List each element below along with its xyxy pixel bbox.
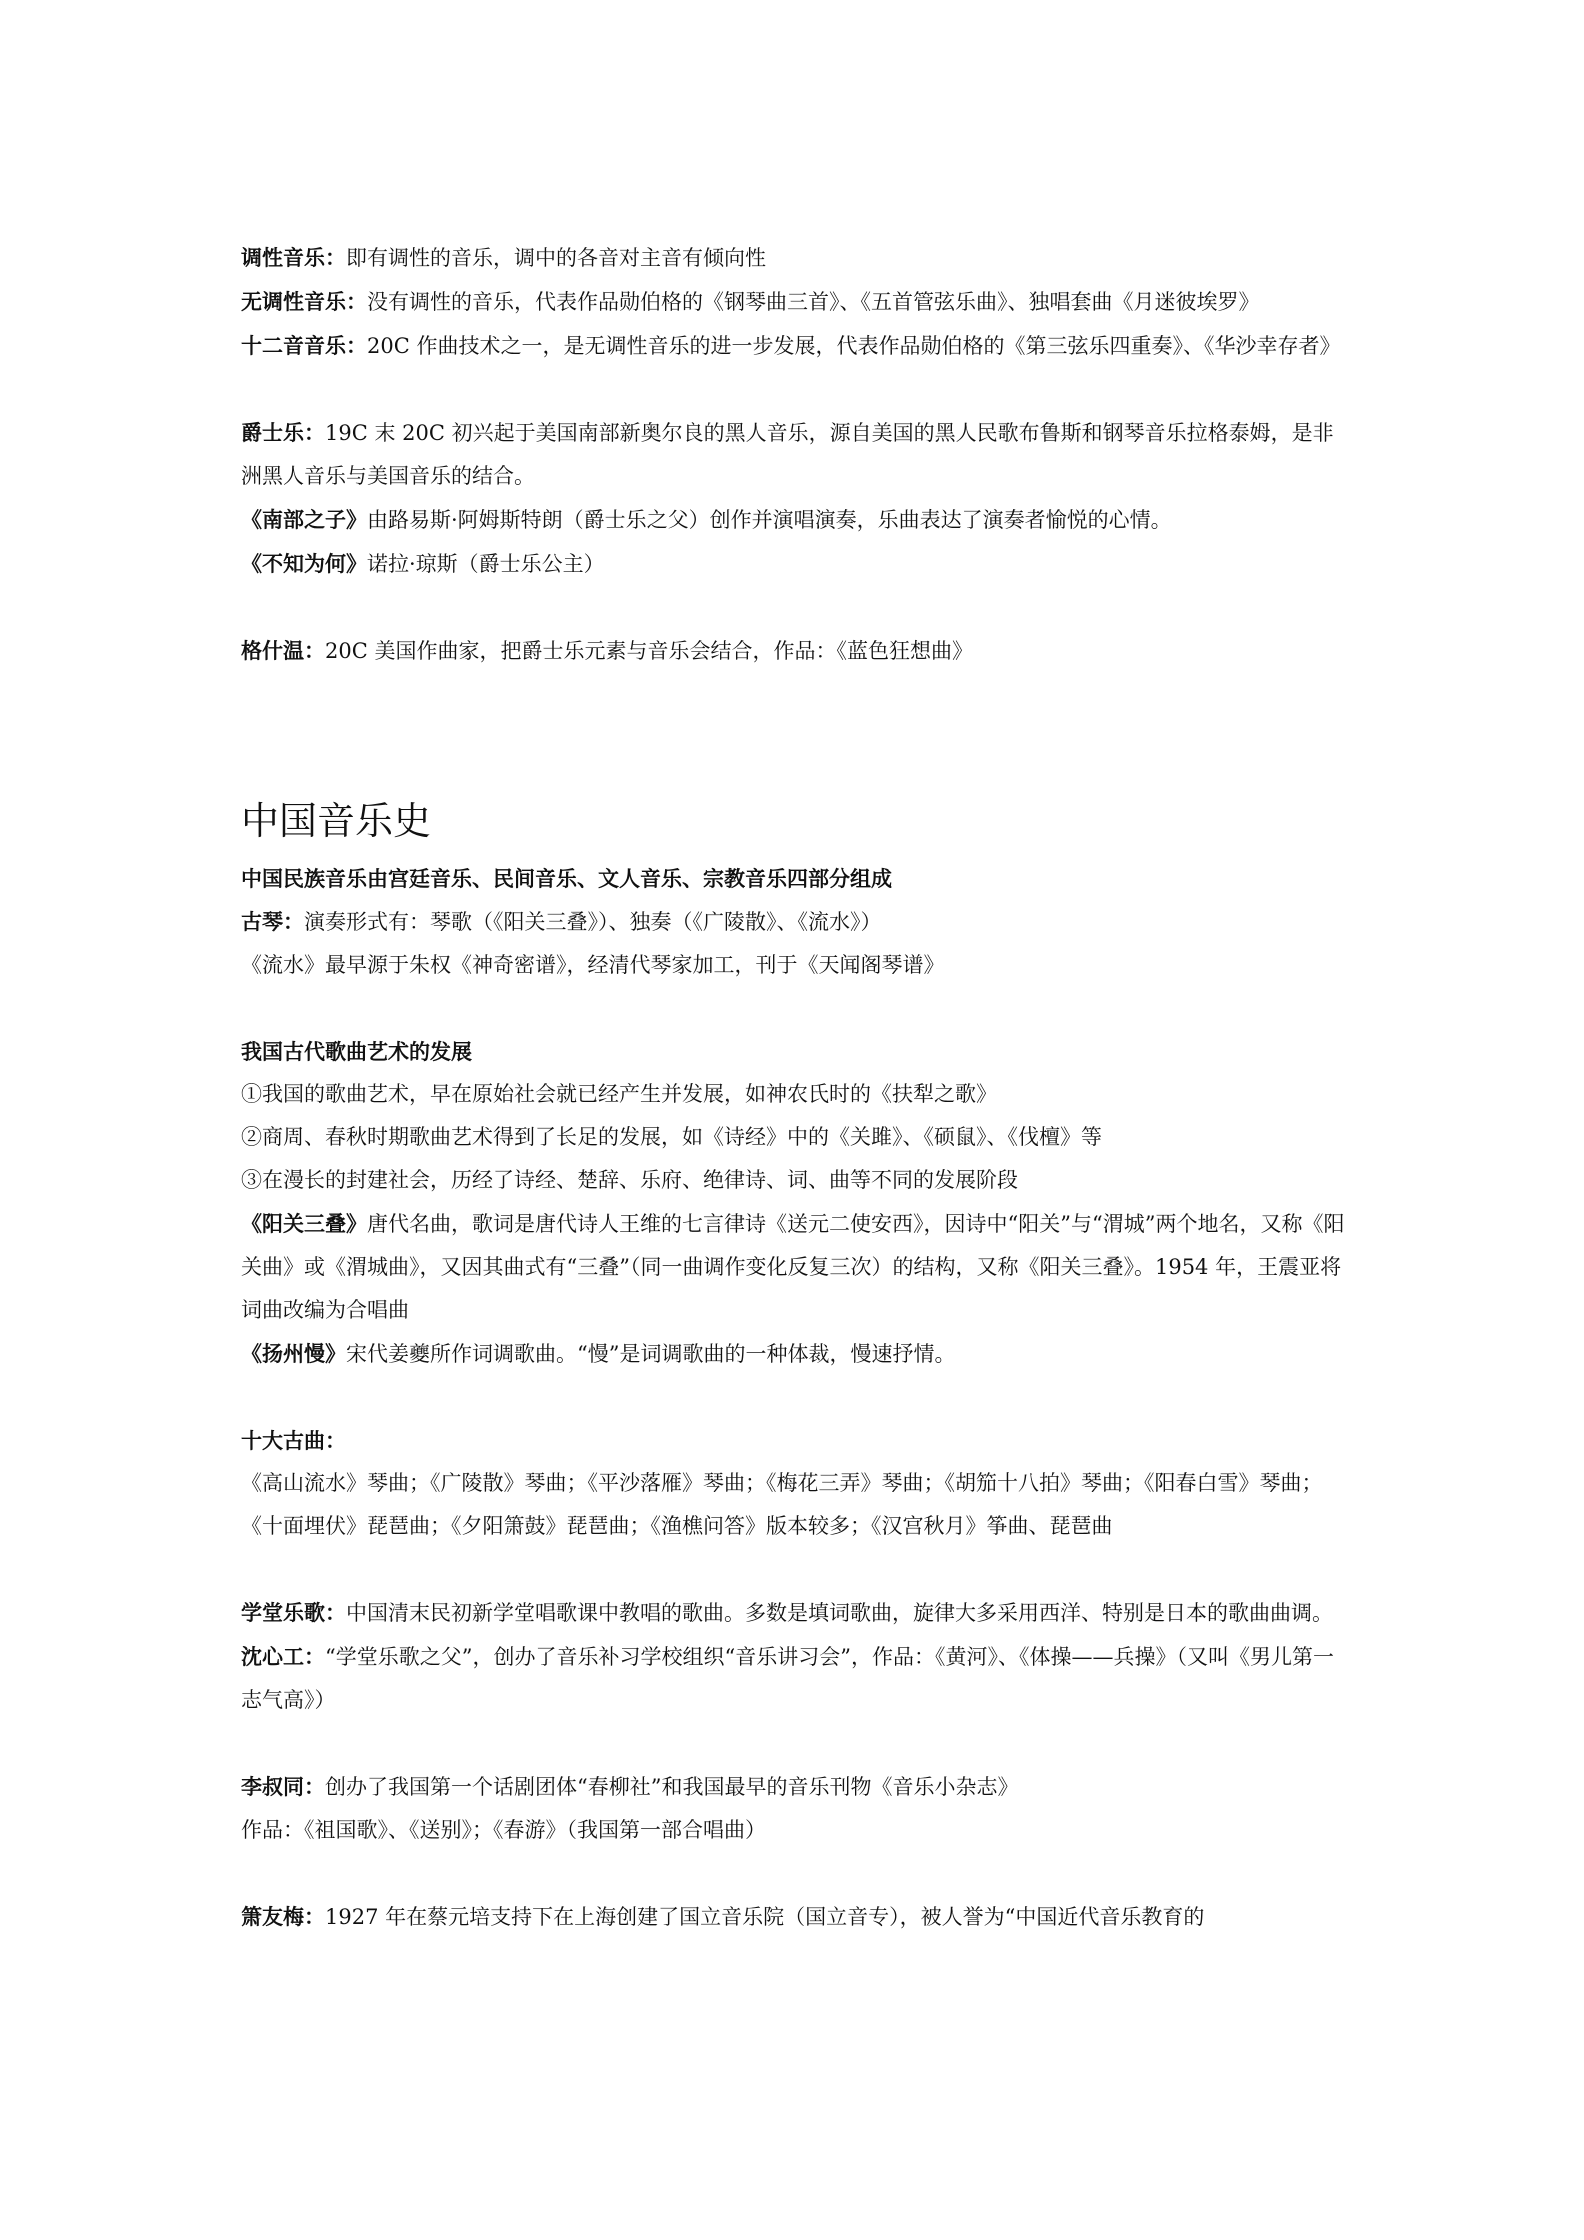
definition-south-son: 由路易斯·阿姆斯特朗（爵士乐之父）创作并演唱演奏，乐曲表达了演奏者愉悦的心情。 bbox=[367, 508, 1172, 532]
definition-dont-know-why: 诺拉·琼斯（爵士乐公主） bbox=[367, 552, 605, 576]
term-gershwin: 格什温： bbox=[241, 638, 325, 663]
paragraph-shen-xingong bbox=[241, 1635, 1351, 1722]
paragraph-ten-classics: 《高山流水》琴曲；《广陵散》琴曲；《平沙落雁》琴曲；《梅花三弄》琴曲；《胡笳十八拍》琴曲；《阳春白雪》琴曲；《十面埋伏》琵琶曲；《夕阳箫鼓》琵琶曲；《渔樵问答》版本较多；《汉宫秋月》筝曲、琵琶曲 bbox=[241, 1471, 1323, 1538]
paragraph-school-song bbox=[241, 1591, 1351, 1635]
paragraph-yangguan bbox=[241, 1202, 1351, 1332]
term-atonal-music: 无调性音乐： bbox=[241, 289, 367, 314]
definition-guqin: 演奏形式有：琴歌（《阳关三叠》）、独奏（《广陵散》、《流水》） bbox=[304, 910, 882, 934]
spacer bbox=[241, 673, 1351, 791]
paragraph-south-son bbox=[241, 498, 1351, 542]
paragraph-tonal-music bbox=[241, 236, 1351, 280]
definition-twelve-tone-music: 20C 作曲技术之一，是无调性音乐的进一步发展，代表作品勋伯格的《第三弦乐四重奏》、《华沙幸存者》 bbox=[367, 334, 1341, 358]
paragraph-gershwin bbox=[241, 629, 1351, 673]
paragraph-guqin bbox=[241, 900, 1351, 944]
term-tonal-music: 调性音乐： bbox=[241, 245, 346, 270]
term-yangzhou: 《扬州慢》 bbox=[241, 1341, 346, 1366]
list-item-song-development: ②商周、春秋时期歌曲艺术得到了长足的发展，如《诗经》中的《关雎》、《硕鼠》、《伐檀》等 bbox=[241, 1125, 1102, 1149]
spacer bbox=[241, 1852, 1351, 1895]
term-guqin: 古琴： bbox=[241, 909, 304, 934]
spacer bbox=[241, 1548, 1351, 1591]
definition-yangguan: 唐代名曲，歌词是唐代诗人王维的七言律诗《送元二使安西》，因诗中“阳关”与“渭城”两个地名，又称《阳关曲》或《渭城曲》，又因其曲式有“三叠”（同一曲调作变化反复三次）的结构，又称《阳关三叠》。1954 年，王震亚将词曲改编为合唱曲 bbox=[241, 1212, 1345, 1322]
term-li-shutong: 李叔同： bbox=[241, 1774, 325, 1799]
paragraph-composition: 中国民族音乐由宫廷音乐、民间音乐、文人音乐、宗教音乐四部分组成 bbox=[241, 866, 892, 891]
paragraph-li-shutong bbox=[241, 1765, 1351, 1809]
spacer bbox=[241, 987, 1351, 1030]
term-south-son: 《南部之子》 bbox=[241, 507, 367, 532]
paragraph-dont-know-why bbox=[241, 542, 1351, 586]
paragraph-jazz bbox=[241, 411, 1351, 498]
paragraph-liushui: 《流水》最早源于朱权《神奇密谱》，经清代琴家加工，刊于《天闻阁琴谱》 bbox=[241, 953, 945, 977]
subheading-ten-classics: 十大古曲： bbox=[241, 1428, 346, 1453]
definition-gershwin: 20C 美国作曲家，把爵士乐元素与音乐会结合，作品：《蓝色狂想曲》 bbox=[325, 639, 973, 663]
spacer bbox=[241, 1722, 1351, 1765]
definition-tonal-music: 即有调性的音乐，调中的各音对主音有倾向性 bbox=[346, 246, 766, 270]
list-item-song-development: ①我国的歌曲艺术，早在原始社会就已经产生并发展，如神农氏时的《扶犁之歌》 bbox=[241, 1082, 997, 1106]
definition-jazz: 19C 末 20C 初兴起于美国南部新奥尔良的黑人音乐，源自美国的黑人民歌布鲁斯和钢琴音乐拉格泰姆，是非洲黑人音乐与美国音乐的结合。 bbox=[241, 421, 1334, 488]
term-shen-xingong: 沈心工： bbox=[241, 1644, 325, 1669]
term-twelve-tone-music: 十二音音乐： bbox=[241, 333, 367, 358]
definition-yangzhou: 宋代姜夔所作词调歌曲。“慢”是词调歌曲的一种体裁，慢速抒情。 bbox=[346, 1342, 956, 1366]
list-item-song-development: ③在漫长的封建社会，历经了诗经、楚辞、乐府、绝律诗、词、曲等不同的发展阶段 bbox=[241, 1168, 1018, 1192]
paragraph-atonal-music bbox=[241, 280, 1351, 324]
term-school-song: 学堂乐歌： bbox=[241, 1600, 346, 1625]
spacer bbox=[241, 368, 1351, 411]
definition-school-song: 中国清末民初新学堂唱歌课中教唱的歌曲。多数是填词歌曲，旋律大多采用西洋、特别是日本的歌曲曲调。 bbox=[346, 1601, 1333, 1625]
subheading-song-development: 我国古代歌曲艺术的发展 bbox=[241, 1039, 472, 1064]
paragraph-li-shutong-works: 作品：《祖国歌》、《送别》；《春游》（我国第一部合唱曲） bbox=[241, 1818, 766, 1842]
definition-atonal-music: 没有调性的音乐，代表作品勋伯格的《钢琴曲三首》、《五首管弦乐曲》、独唱套曲《月迷彼埃罗》 bbox=[367, 290, 1260, 314]
spacer bbox=[241, 586, 1351, 629]
section-heading-chinese-music-history: 中国音乐史 bbox=[241, 799, 432, 843]
definition-li-shutong: 创办了我国第一个话剧团体“春柳社”和我国最早的音乐刊物《音乐小杂志》 bbox=[325, 1775, 1019, 1799]
term-jazz: 爵士乐： bbox=[241, 420, 325, 445]
term-yangguan: 《阳关三叠》 bbox=[241, 1211, 367, 1236]
term-xiao-youmei: 箫友梅： bbox=[241, 1904, 325, 1929]
paragraph-xiao-youmei bbox=[241, 1895, 1351, 1939]
term-dont-know-why: 《不知为何》 bbox=[241, 551, 367, 576]
spacer bbox=[241, 1376, 1351, 1419]
page-content bbox=[241, 236, 1351, 1939]
paragraph-yangzhou bbox=[241, 1332, 1351, 1376]
definition-xiao-youmei: 1927 年在蔡元培支持下在上海创建了国立音乐院（国立音专），被人誉为“中国近代音乐教育的 bbox=[325, 1905, 1205, 1929]
definition-shen-xingong: “学堂乐歌之父”，创办了音乐补习学校组织“音乐讲习会”，作品：《黄河》、《体操——兵操》（又叫《男儿第一志气高》） bbox=[241, 1645, 1334, 1712]
paragraph-twelve-tone-music bbox=[241, 324, 1351, 368]
